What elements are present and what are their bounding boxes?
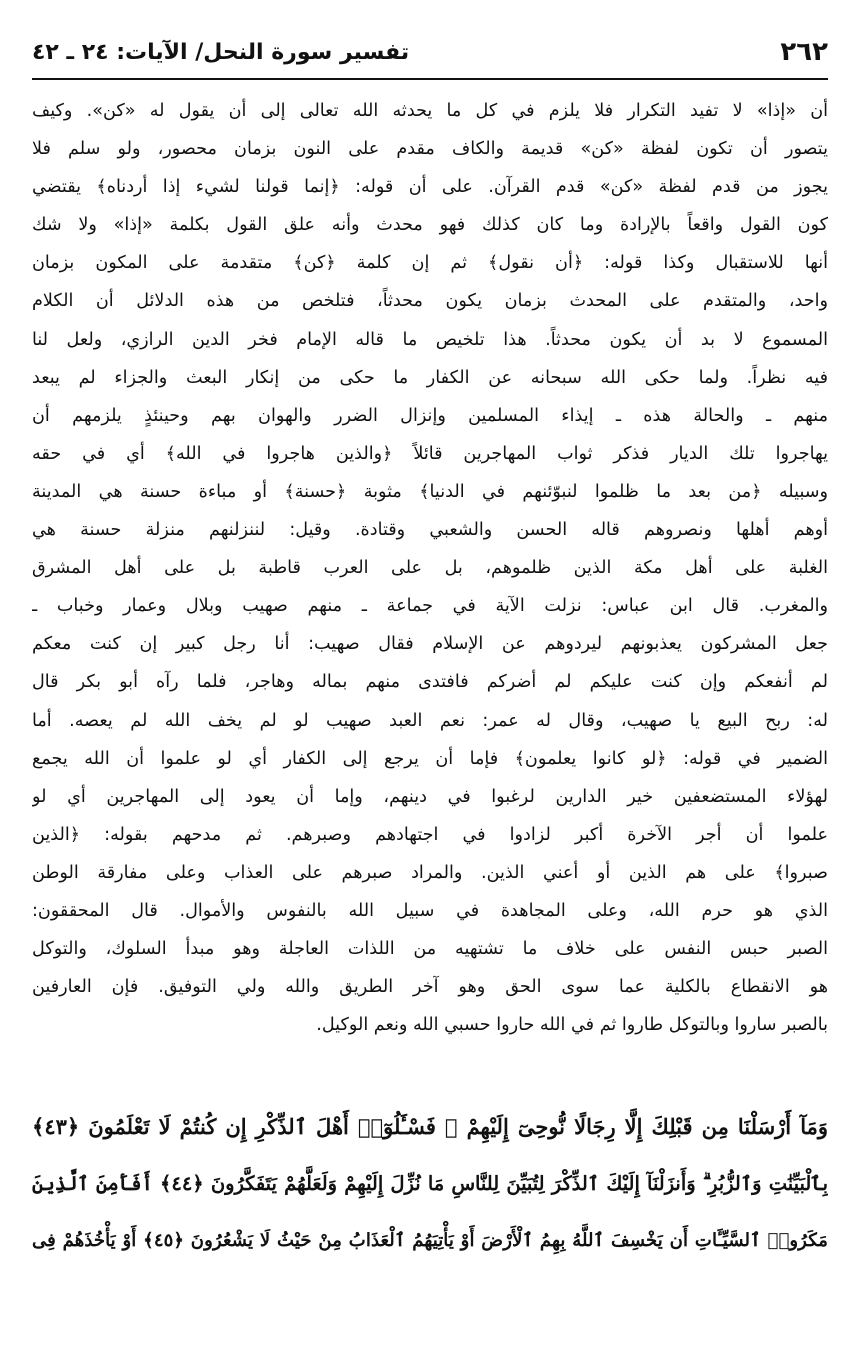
page-header [32,30,828,74]
commentary-line: أنها للاستقبال وكذا قوله: ﴿أن نقول﴾ ثم إن كلمة ﴿كن﴾ متقدمة على المكون بزمان [32,253,828,274]
commentary-line: لهؤلاء المستضعفين خير الدارين لرغبوا في دينهم، وإما أن يعود إلى المهاجرين أي لو [32,786,828,807]
commentary-line: أوهم أهلها ونصروهم قاله الحسن والشعبي وقتادة. وقيل: لننزلنهم منزلة حسنة هي [32,520,828,541]
commentary-line: علموا أن أجر الآخرة أكبر لزادوا في اجتهادهم وصبرهم. ثم مدحهم بقوله: ﴿الذين [32,824,828,845]
commentary-line: جعل المشركون يعذبونهم ليردوهم عن الإسلام فقال صهيب: أنا رجل كبير إن كنت معكم [32,634,828,655]
commentary-line: يهاجروا تلك الديار فذكر ثواب المهاجرين قائلاً ﴿والذين هاجروا في الله﴾ أي في حقه [32,443,828,464]
commentary-line: أن «إذا» لا تفيد التكرار فلا يلزم في كل ما يحدثه الله تعالى إلى أن يقول له «كن». وكيف [32,101,828,121]
commentary-line: لم أنفعكم وإن كنت عليكم لم أضركم فافتدى منهم بماله وهاجر، فلما رآه أبو بكر قال [32,672,828,693]
commentary-line: الذي هو حرم الله، وعلى المجاهدة في سبيل الله بالنفوس والأموال. قال المحققون: [32,900,828,921]
commentary-line: الغلبة على أهل مكة الذين ظلموهم، بل على العرب قاطبة بل على أهل المشرق [32,558,828,579]
quran-verses [32,1098,828,1278]
commentary-line: بالصبر ساروا وبالتوكل طاروا ثم في الله حاروا حسبي الله ونعم الوكيل. [316,1015,828,1036]
header-divider [32,78,828,80]
quran-line: بِٱلْبَيِّنَٰتِ وَٱلزُّبُرِ ۗ وَأَنزَلْنَآ إِلَيْكَ ٱلذِّكْرَ لِتُبَيِّنَ لِلنَّاسِ مَا نُزِّلَ إِلَيْهِمْ وَلَعَلَّهُمْ يَتَفَكَّرُونَ ﴿٤٤﴾ أَفَأَمِنَ ٱلَّذِينَ [32,1172,828,1195]
commentary-line: الصبر حبس النفس على خلاف ما تشتهيه من اللذات العاجلة وهو مبدأ السلوك، والتوكل [32,939,828,960]
running-title: تفسير سورة النحل/ الآيات: ٢٤ ـ ٤٢ [32,39,410,65]
quran-line: وَمَآ أَرْسَلْنَا مِن قَبْلِكَ إِلَّا رِجَالًا نُّوحِىٓ إِلَيْهِمْ ۚ فَسْـَٔلُوٓا۟ أَهْلَ ٱلذِّكْرِ إِن كُنتُمْ لَا تَعْلَمُونَ ﴿٤٣﴾ [32,1114,828,1139]
page-number: ٢٦٢ [780,37,828,67]
commentary-line: وسبيله ﴿من بعد ما ظلموا لنبوّئنهم في الدنيا﴾ مثوبة ﴿حسنة﴾ أو مباءة حسنة هي المدينة [32,481,828,502]
commentary-line: يجوز من قدم لفظة «كن» قدم القرآن. على أن قوله: ﴿إنما قولنا لشيء إذا أردناه﴾ يقتضي [32,177,828,198]
quran-line: مَكَرُوا۟ ٱلسَّيِّـَٔاتِ أَن يَخْسِفَ ٱللَّهُ بِهِمُ ٱلْأَرْضَ أَوْ يَأْتِيَهُمُ ٱلْعَذَابُ مِنْ حَيْثُ لَا يَشْعُرُونَ ﴿٤٥﴾ أَوْ يَأْخُذَهُمْ فِى [32,1230,828,1251]
commentary-line: الضمير في قوله: ﴿لو كانوا يعلمون﴾ فإما أن يرجع إلى الكفار أي لو علموا أن الله يجمع [32,748,828,769]
commentary-line: منهم ـ والحالة هذه ـ إيذاء المسلمين وإنزال الضرر والهوان بهم وحينئذٍ يلزمهم أن [32,405,828,426]
commentary-line: له: ربح البيع يا صهيب، وقال له عمر: نعم العبد صهيب لو لم يخف الله لم يعصه. أما [32,710,828,731]
commentary-line: يتصور أن تكون لفظة «كن» قديمة والكاف مقدم على النون بزمان محصور، ولو سلم فلا [32,139,828,160]
commentary-line: كون القول واقعاً بالإرادة وما كان كذلك فهو محدث وأنه علق القول بكلمة «إذا» ولا شك [32,215,828,236]
commentary-text [32,92,828,1082]
commentary-line: واحد، والمتقدم على المحدث بزمان يكون محدثاً، فتلخص من هذه الدلائل أن الكلام [32,291,828,312]
commentary-line: هو الانقطاع بالكلية عما سوى الحق وهو آخر الطريق والله ولي التوفيق. فإن العارفين [32,977,828,998]
commentary-line: والمغرب. قال ابن عباس: نزلت الآية في جماعة ـ منهم صهيب وبلال وعمار وخباب ـ [32,596,828,617]
commentary-line: المسموع لا بد أن يكون محدثاً. هذا تلخيص ما قاله الإمام فخر الدين الرازي، ولعل لنا [32,329,828,350]
commentary-line: صبروا﴾ على هم الذين أو أعني الذين. والمراد صبرهم على العذاب وعلى مفارقة الوطن [32,862,828,883]
commentary-line: فيه نظراً. ولما حكى الله سبحانه عن الكفار ما حكى من إنكار البعث والجزاء لم يبعد [32,367,828,388]
